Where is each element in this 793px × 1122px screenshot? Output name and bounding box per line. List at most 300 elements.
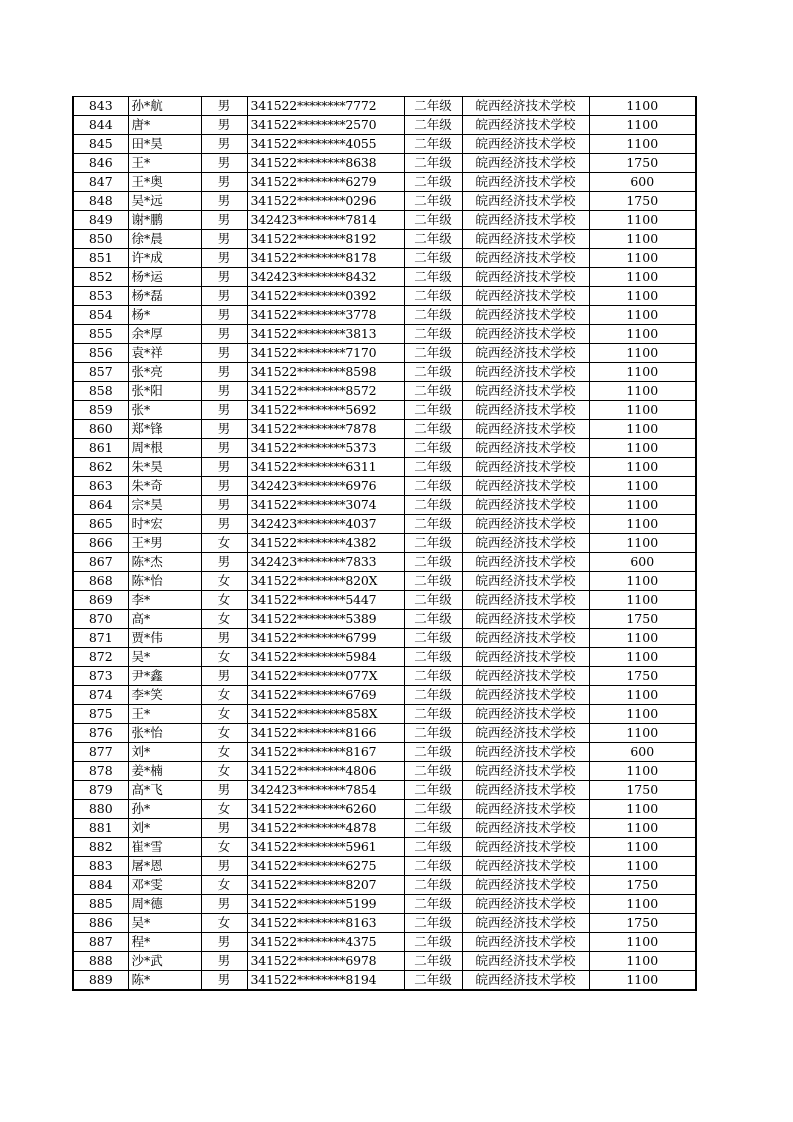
grade-cell: 二年级: [404, 249, 462, 268]
gender-cell: 女: [201, 838, 247, 857]
table-row: [73, 401, 696, 420]
gender-cell: 男: [201, 857, 247, 876]
amount-cell: 1100: [589, 363, 696, 382]
school-cell: 皖西经济技术学校: [462, 382, 589, 401]
gender-cell: 男: [201, 173, 247, 192]
grade-cell: 二年级: [404, 914, 462, 933]
grade-cell: 二年级: [404, 534, 462, 553]
grade-cell: 二年级: [404, 952, 462, 971]
student-name-cell: 沙*武: [128, 952, 201, 971]
row-number-cell: 866: [73, 534, 128, 553]
student-name-cell: 崔*雪: [128, 838, 201, 857]
row-number-cell: 881: [73, 819, 128, 838]
amount-cell: 1100: [589, 648, 696, 667]
gender-cell: 男: [201, 553, 247, 572]
row-number-cell: 860: [73, 420, 128, 439]
gender-cell: 男: [201, 439, 247, 458]
table-row: [73, 116, 696, 135]
student-name-cell: 余*厚: [128, 325, 201, 344]
table-row: [73, 173, 696, 192]
gender-cell: 男: [201, 325, 247, 344]
school-cell: 皖西经济技术学校: [462, 97, 589, 116]
row-number-cell: 882: [73, 838, 128, 857]
grade-cell: 二年级: [404, 629, 462, 648]
table-row: [73, 230, 696, 249]
table-row: [73, 648, 696, 667]
id-number-cell: 341522********6275: [247, 857, 404, 876]
row-number-cell: 876: [73, 724, 128, 743]
amount-cell: 1100: [589, 287, 696, 306]
gender-cell: 女: [201, 705, 247, 724]
student-name-cell: 袁*祥: [128, 344, 201, 363]
student-name-cell: 杨*: [128, 306, 201, 325]
school-cell: 皖西经济技术学校: [462, 933, 589, 952]
amount-cell: 1100: [589, 971, 696, 991]
school-cell: 皖西经济技术学校: [462, 458, 589, 477]
grade-cell: 二年级: [404, 591, 462, 610]
grade-cell: 二年级: [404, 857, 462, 876]
school-cell: 皖西经济技术学校: [462, 173, 589, 192]
school-cell: 皖西经济技术学校: [462, 116, 589, 135]
row-number-cell: 865: [73, 515, 128, 534]
table-row: [73, 895, 696, 914]
gender-cell: 男: [201, 230, 247, 249]
school-cell: 皖西经济技术学校: [462, 363, 589, 382]
student-name-cell: 许*成: [128, 249, 201, 268]
gender-cell: 女: [201, 648, 247, 667]
school-cell: 皖西经济技术学校: [462, 857, 589, 876]
grade-cell: 二年级: [404, 781, 462, 800]
student-name-cell: 高*飞: [128, 781, 201, 800]
gender-cell: 男: [201, 458, 247, 477]
amount-cell: 600: [589, 553, 696, 572]
row-number-cell: 867: [73, 553, 128, 572]
grade-cell: 二年级: [404, 933, 462, 952]
table-row: [73, 876, 696, 895]
student-name-cell: 孙*: [128, 800, 201, 819]
gender-cell: 女: [201, 876, 247, 895]
table-row: [73, 553, 696, 572]
student-name-cell: 张*: [128, 401, 201, 420]
row-number-cell: 861: [73, 439, 128, 458]
amount-cell: 1750: [589, 914, 696, 933]
school-cell: 皖西经济技术学校: [462, 572, 589, 591]
id-number-cell: 341522********5389: [247, 610, 404, 629]
table-row: [73, 382, 696, 401]
table-row: [73, 819, 696, 838]
table-row: [73, 572, 696, 591]
id-number-cell: 341522********8178: [247, 249, 404, 268]
student-name-cell: 贾*伟: [128, 629, 201, 648]
table-row: [73, 154, 696, 173]
id-number-cell: 341522********8638: [247, 154, 404, 173]
table-row: [73, 344, 696, 363]
row-number-cell: 845: [73, 135, 128, 154]
gender-cell: 男: [201, 116, 247, 135]
amount-cell: 1100: [589, 572, 696, 591]
school-cell: 皖西经济技术学校: [462, 705, 589, 724]
grade-cell: 二年级: [404, 496, 462, 515]
grade-cell: 二年级: [404, 724, 462, 743]
row-number-cell: 851: [73, 249, 128, 268]
grade-cell: 二年级: [404, 287, 462, 306]
amount-cell: 1750: [589, 154, 696, 173]
row-number-cell: 889: [73, 971, 128, 991]
student-name-cell: 王*奥: [128, 173, 201, 192]
gender-cell: 男: [201, 401, 247, 420]
row-number-cell: 870: [73, 610, 128, 629]
id-number-cell: 341522********8167: [247, 743, 404, 762]
id-number-cell: 342423********4037: [247, 515, 404, 534]
table-row: [73, 933, 696, 952]
amount-cell: 1100: [589, 382, 696, 401]
grade-cell: 二年级: [404, 686, 462, 705]
school-cell: 皖西经济技术学校: [462, 154, 589, 173]
row-number-cell: 874: [73, 686, 128, 705]
amount-cell: 1100: [589, 401, 696, 420]
student-name-cell: 田*昊: [128, 135, 201, 154]
table-row: [73, 610, 696, 629]
table-row: [73, 496, 696, 515]
grade-cell: 二年级: [404, 572, 462, 591]
student-name-cell: 张*阳: [128, 382, 201, 401]
id-number-cell: 341522********5961: [247, 838, 404, 857]
amount-cell: 1100: [589, 515, 696, 534]
table-row: [73, 420, 696, 439]
grade-cell: 二年级: [404, 458, 462, 477]
gender-cell: 女: [201, 762, 247, 781]
id-number-cell: 341522********6260: [247, 800, 404, 819]
table-body: [73, 97, 696, 991]
student-name-cell: 刘*: [128, 743, 201, 762]
gender-cell: 男: [201, 819, 247, 838]
grade-cell: 二年级: [404, 819, 462, 838]
gender-cell: 男: [201, 192, 247, 211]
amount-cell: 1100: [589, 420, 696, 439]
school-cell: 皖西经济技术学校: [462, 325, 589, 344]
row-number-cell: 885: [73, 895, 128, 914]
id-number-cell: 341522********8572: [247, 382, 404, 401]
student-name-cell: 孙*航: [128, 97, 201, 116]
student-name-cell: 徐*晨: [128, 230, 201, 249]
school-cell: 皖西经济技术学校: [462, 895, 589, 914]
table-row: [73, 686, 696, 705]
student-name-cell: 李*: [128, 591, 201, 610]
gender-cell: 男: [201, 135, 247, 154]
school-cell: 皖西经济技术学校: [462, 762, 589, 781]
table-row: [73, 515, 696, 534]
table-row: [73, 458, 696, 477]
table-row: [73, 135, 696, 154]
row-number-cell: 856: [73, 344, 128, 363]
table-row: [73, 781, 696, 800]
grade-cell: 二年级: [404, 154, 462, 173]
school-cell: 皖西经济技术学校: [462, 667, 589, 686]
row-number-cell: 843: [73, 97, 128, 116]
table-row: [73, 268, 696, 287]
id-number-cell: 341522********3074: [247, 496, 404, 515]
student-name-cell: 尹*鑫: [128, 667, 201, 686]
amount-cell: 1100: [589, 268, 696, 287]
school-cell: 皖西经济技术学校: [462, 800, 589, 819]
id-number-cell: 341522********8194: [247, 971, 404, 991]
school-cell: 皖西经济技术学校: [462, 648, 589, 667]
amount-cell: 1100: [589, 344, 696, 363]
table-row: [73, 591, 696, 610]
row-number-cell: 846: [73, 154, 128, 173]
amount-cell: 1100: [589, 477, 696, 496]
row-number-cell: 862: [73, 458, 128, 477]
table-row: [73, 629, 696, 648]
row-number-cell: 878: [73, 762, 128, 781]
amount-cell: 600: [589, 173, 696, 192]
gender-cell: 男: [201, 268, 247, 287]
row-number-cell: 868: [73, 572, 128, 591]
school-cell: 皖西经济技术学校: [462, 496, 589, 515]
table-row: [73, 800, 696, 819]
amount-cell: 1100: [589, 496, 696, 515]
id-number-cell: 342423********7854: [247, 781, 404, 800]
gender-cell: 男: [201, 363, 247, 382]
amount-cell: 1750: [589, 876, 696, 895]
student-name-cell: 陈*: [128, 971, 201, 991]
gender-cell: 女: [201, 572, 247, 591]
student-name-cell: 李*笑: [128, 686, 201, 705]
gender-cell: 女: [201, 724, 247, 743]
table-row: [73, 439, 696, 458]
row-number-cell: 855: [73, 325, 128, 344]
table-row: [73, 306, 696, 325]
amount-cell: 1100: [589, 458, 696, 477]
row-number-cell: 883: [73, 857, 128, 876]
grade-cell: 二年级: [404, 306, 462, 325]
gender-cell: 男: [201, 249, 247, 268]
grade-cell: 二年级: [404, 610, 462, 629]
row-number-cell: 871: [73, 629, 128, 648]
table-row: [73, 952, 696, 971]
school-cell: 皖西经济技术学校: [462, 287, 589, 306]
student-name-cell: 程*: [128, 933, 201, 952]
grade-cell: 二年级: [404, 382, 462, 401]
student-name-cell: 高*: [128, 610, 201, 629]
school-cell: 皖西经济技术学校: [462, 724, 589, 743]
id-number-cell: 341522********5199: [247, 895, 404, 914]
student-name-cell: 郑*锋: [128, 420, 201, 439]
table-row: [73, 211, 696, 230]
table-row: [73, 724, 696, 743]
amount-cell: 1750: [589, 610, 696, 629]
row-number-cell: 872: [73, 648, 128, 667]
school-cell: 皖西经济技术学校: [462, 515, 589, 534]
row-number-cell: 888: [73, 952, 128, 971]
student-name-cell: 朱*昊: [128, 458, 201, 477]
amount-cell: 1100: [589, 439, 696, 458]
amount-cell: 1100: [589, 135, 696, 154]
row-number-cell: 854: [73, 306, 128, 325]
grade-cell: 二年级: [404, 477, 462, 496]
school-cell: 皖西经济技术学校: [462, 477, 589, 496]
student-name-cell: 王*男: [128, 534, 201, 553]
amount-cell: 1100: [589, 249, 696, 268]
student-name-cell: 杨*运: [128, 268, 201, 287]
id-number-cell: 341522********0392: [247, 287, 404, 306]
amount-cell: 1100: [589, 116, 696, 135]
student-name-cell: 朱*奇: [128, 477, 201, 496]
row-number-cell: 852: [73, 268, 128, 287]
amount-cell: 1100: [589, 629, 696, 648]
school-cell: 皖西经济技术学校: [462, 344, 589, 363]
id-number-cell: 341522********5984: [247, 648, 404, 667]
id-number-cell: 341522********8207: [247, 876, 404, 895]
id-number-cell: 341522********4382: [247, 534, 404, 553]
student-name-cell: 周*德: [128, 895, 201, 914]
id-number-cell: 341522********820X: [247, 572, 404, 591]
grade-cell: 二年级: [404, 401, 462, 420]
grade-cell: 二年级: [404, 173, 462, 192]
id-number-cell: 342423********7833: [247, 553, 404, 572]
amount-cell: 1100: [589, 705, 696, 724]
table-row: [73, 287, 696, 306]
student-name-cell: 时*宏: [128, 515, 201, 534]
id-number-cell: 341522********7170: [247, 344, 404, 363]
student-name-cell: 张*亮: [128, 363, 201, 382]
school-cell: 皖西经济技术学校: [462, 192, 589, 211]
school-cell: 皖西经济技术学校: [462, 211, 589, 230]
school-cell: 皖西经济技术学校: [462, 610, 589, 629]
grade-cell: 二年级: [404, 192, 462, 211]
school-cell: 皖西经济技术学校: [462, 952, 589, 971]
amount-cell: 1100: [589, 895, 696, 914]
id-number-cell: 341522********6978: [247, 952, 404, 971]
row-number-cell: 859: [73, 401, 128, 420]
school-cell: 皖西经济技术学校: [462, 686, 589, 705]
amount-cell: 1100: [589, 933, 696, 952]
id-number-cell: 341522********6311: [247, 458, 404, 477]
id-number-cell: 341522********6799: [247, 629, 404, 648]
row-number-cell: 887: [73, 933, 128, 952]
grade-cell: 二年级: [404, 971, 462, 991]
school-cell: 皖西经济技术学校: [462, 819, 589, 838]
grade-cell: 二年级: [404, 211, 462, 230]
id-number-cell: 341522********5692: [247, 401, 404, 420]
gender-cell: 男: [201, 344, 247, 363]
gender-cell: 男: [201, 382, 247, 401]
grade-cell: 二年级: [404, 515, 462, 534]
row-number-cell: 847: [73, 173, 128, 192]
school-cell: 皖西经济技术学校: [462, 230, 589, 249]
id-number-cell: 341522********8163: [247, 914, 404, 933]
student-name-cell: 刘*: [128, 819, 201, 838]
school-cell: 皖西经济技术学校: [462, 401, 589, 420]
gender-cell: 男: [201, 287, 247, 306]
id-number-cell: 341522********8598: [247, 363, 404, 382]
id-number-cell: 341522********5447: [247, 591, 404, 610]
id-number-cell: 342423********7814: [247, 211, 404, 230]
school-cell: 皖西经济技术学校: [462, 135, 589, 154]
grade-cell: 二年级: [404, 439, 462, 458]
grade-cell: 二年级: [404, 800, 462, 819]
table-row: [73, 534, 696, 553]
student-name-cell: 吴*远: [128, 192, 201, 211]
grade-cell: 二年级: [404, 420, 462, 439]
amount-cell: 1100: [589, 211, 696, 230]
id-number-cell: 341522********7878: [247, 420, 404, 439]
amount-cell: 1100: [589, 306, 696, 325]
table-row: [73, 838, 696, 857]
gender-cell: 女: [201, 591, 247, 610]
student-name-cell: 谢*鹏: [128, 211, 201, 230]
student-name-cell: 吴*: [128, 648, 201, 667]
id-number-cell: 341522********7772: [247, 97, 404, 116]
gender-cell: 女: [201, 743, 247, 762]
school-cell: 皖西经济技术学校: [462, 439, 589, 458]
student-name-cell: 王*: [128, 154, 201, 173]
id-number-cell: 341522********858X: [247, 705, 404, 724]
gender-cell: 男: [201, 154, 247, 173]
table-row: [73, 363, 696, 382]
school-cell: 皖西经济技术学校: [462, 971, 589, 991]
grade-cell: 二年级: [404, 648, 462, 667]
gender-cell: 男: [201, 895, 247, 914]
student-name-cell: 张*怡: [128, 724, 201, 743]
table-row: [73, 477, 696, 496]
school-cell: 皖西经济技术学校: [462, 914, 589, 933]
gender-cell: 男: [201, 420, 247, 439]
row-number-cell: 857: [73, 363, 128, 382]
amount-cell: 1750: [589, 192, 696, 211]
id-number-cell: 341522********0296: [247, 192, 404, 211]
student-name-cell: 周*根: [128, 439, 201, 458]
grade-cell: 二年级: [404, 876, 462, 895]
id-number-cell: 341522********8166: [247, 724, 404, 743]
amount-cell: 1750: [589, 667, 696, 686]
student-subsidy-table: [72, 96, 697, 991]
id-number-cell: 341522********4055: [247, 135, 404, 154]
gender-cell: 男: [201, 933, 247, 952]
student-name-cell: 陈*杰: [128, 553, 201, 572]
id-number-cell: 341522********5373: [247, 439, 404, 458]
school-cell: 皖西经济技术学校: [462, 306, 589, 325]
gender-cell: 男: [201, 477, 247, 496]
grade-cell: 二年级: [404, 363, 462, 382]
row-number-cell: 850: [73, 230, 128, 249]
gender-cell: 男: [201, 306, 247, 325]
gender-cell: 女: [201, 534, 247, 553]
school-cell: 皖西经济技术学校: [462, 781, 589, 800]
table-row: [73, 762, 696, 781]
table-row: [73, 97, 696, 116]
row-number-cell: 884: [73, 876, 128, 895]
row-number-cell: 875: [73, 705, 128, 724]
table-row: [73, 971, 696, 991]
table-row: [73, 705, 696, 724]
id-number-cell: 341522********6769: [247, 686, 404, 705]
row-number-cell: 848: [73, 192, 128, 211]
amount-cell: 1100: [589, 857, 696, 876]
row-number-cell: 864: [73, 496, 128, 515]
table-row: [73, 743, 696, 762]
id-number-cell: 341522********6279: [247, 173, 404, 192]
amount-cell: 1100: [589, 819, 696, 838]
grade-cell: 二年级: [404, 743, 462, 762]
grade-cell: 二年级: [404, 230, 462, 249]
school-cell: 皖西经济技术学校: [462, 553, 589, 572]
school-cell: 皖西经济技术学校: [462, 534, 589, 553]
amount-cell: 1100: [589, 325, 696, 344]
amount-cell: 1750: [589, 781, 696, 800]
amount-cell: 1100: [589, 952, 696, 971]
school-cell: 皖西经济技术学校: [462, 743, 589, 762]
